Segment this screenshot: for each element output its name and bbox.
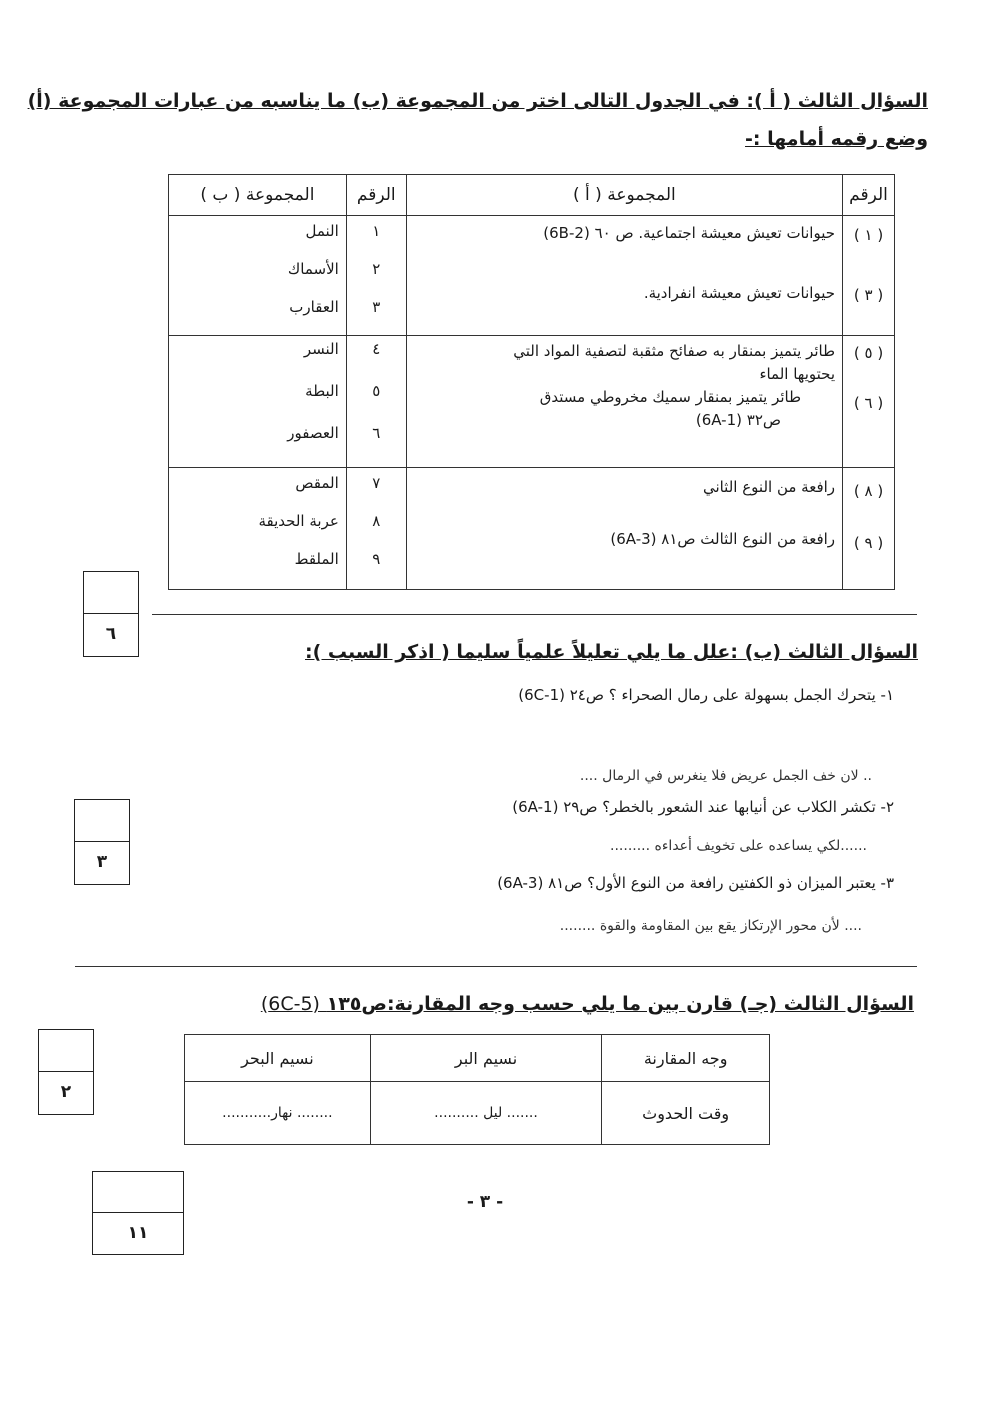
choice: العصفور [287,424,339,442]
q3b-title: السؤال الثالث (ب) :علل ما يلي تعليلاً علمياً سليما ( اذكر السبب ): [305,641,918,663]
score-box-blank [39,1030,93,1072]
score-box-blank [84,572,138,614]
choice-number: ٢ [372,260,381,278]
choice-number: ٨ [372,512,381,530]
land-breeze-answer: ....... ليل .......... [370,1082,602,1145]
group-a-nums [843,336,895,468]
score-value: ٢ [60,1082,72,1102]
header-sea-breeze: نسيم البحر [185,1035,371,1082]
statement: ص٣٢ (6A-1) [695,411,782,429]
score-value: ٦ [105,624,117,644]
statement: طائر يتميز بمنقار به صفائح مثقبة لتصفية المواد التي [513,342,836,360]
divider [152,614,917,615]
choice: عربة الحديقة [258,512,339,530]
choice-number: ٦ [372,424,381,442]
score-box-q3b [74,799,130,885]
statement: رافعة من النوع الثالث ص٨١ (6A-3) [610,530,836,548]
statement: طائر يتميز بمنقار سميك مخروطي مستدق [539,388,802,406]
q3a-title-line2: وضع رقمه أمامها :- [745,128,928,150]
q3b-question-1: ١- يتحرك الجمل بسهولة على رمال الصحراء ؟ ص٢٤ (6C-1) [518,686,894,704]
header-land-breeze: نسيم البر [370,1035,602,1082]
answer-number: ( ٦ ) [853,394,884,412]
comparison-header [185,1035,770,1082]
matching-group-1 [169,216,895,336]
group-b-nums [346,216,406,336]
q3c-title [261,993,914,1015]
statement: حيوانات تعيش معيشة انفرادية. [643,284,836,302]
q3c-title-text: السؤال الثالث (جـ) قارن بين ما يلي حسب وجه المقارنة:ص١٣٥ [326,993,914,1015]
total-score-box [92,1171,184,1255]
choice: العقارب [289,298,339,316]
header-num-a: الرقم [843,175,895,216]
choice-number: ٥ [372,382,381,400]
group-a-items [406,336,842,468]
group-a-nums [843,216,895,336]
answer-number: ( ٣ ) [853,286,884,304]
matching-table [168,174,895,590]
score-box-q3c [38,1029,94,1115]
group-a-items [406,216,842,336]
choice: الأسماك [287,260,339,278]
statement: رافعة من النوع الثاني [702,478,836,496]
score-value: ٣ [96,852,108,872]
group-b-nums [346,336,406,468]
matching-table-header [169,175,895,216]
matching-group-2 [169,336,895,468]
header-aspect: وجه المقارنة [602,1035,770,1082]
matching-group-3 [169,468,895,590]
answer-number: ( ١ ) [853,226,884,244]
choice: الملقط [294,550,339,568]
choice-number: ٧ [372,474,381,492]
answer-number: ( ٨ ) [853,482,884,500]
statement: حيوانات تعيش معيشة اجتماعية. ص ٦٠ (6B-2) [543,224,836,242]
sea-breeze-answer: ........ نهار........... [185,1082,371,1145]
choice-number: ٤ [372,340,381,358]
answer-number: ( ٩ ) [853,534,884,552]
q3b-answer-3: .... لأن محور الإرتكاز يقع بين المقاومة والقوة ........ [559,918,862,934]
comparison-table [184,1034,770,1145]
aspect-cell: وقت الحدوث [602,1082,770,1145]
group-a-items [406,468,842,590]
q3a-title-line1: السؤال الثالث ( أ ): في الجدول التالى اختر من المجموعة (ب) ما يناسبه من عبارات المجموعة (أ) [27,90,928,112]
divider [75,966,917,967]
total-score-value: ١١ [127,1223,149,1243]
choice-number: ١ [372,222,381,240]
statement: يحتويها الماء [759,365,836,383]
header-group-b: المجموعة ( ب ) [169,175,347,216]
q3b-answer-2: ......لكي يساعده على تخويف أعداءه ......... [610,838,867,854]
q3b-answer-1: .. لان خف الجمل عريض فلا ينغرس في الرمال .... [579,768,872,784]
group-b-items [169,216,347,336]
choice-number: ٣ [372,298,381,316]
choice-number: ٩ [372,550,381,568]
answer-number: ( ٥ ) [853,344,884,362]
q3c-code: (6C-5) [260,993,320,1015]
header-group-a: المجموعة ( أ ) [406,175,842,216]
comparison-row [185,1082,770,1145]
choice: المقص [295,474,339,492]
score-box-blank [75,800,129,842]
header-num-b: الرقم [346,175,406,216]
choice: البطة [305,382,339,400]
q3b-question-2: ٢- تكشر الكلاب عن أنيابها عند الشعور بالخطر؟ ص٢٩ (6A-1) [512,798,894,816]
page-number: - ٣ - [466,1192,504,1212]
group-b-nums [346,468,406,590]
group-b-items [169,336,347,468]
q3b-question-3: ٣- يعتبر الميزان ذو الكفتين رافعة من النوع الأول؟ ص٨١ (6A-3) [497,874,894,892]
choice: النسر [303,340,339,358]
score-box-q3a [83,571,139,657]
choice: النمل [305,222,339,240]
score-box-blank [93,1172,183,1213]
group-b-items [169,468,347,590]
group-a-nums [843,468,895,590]
